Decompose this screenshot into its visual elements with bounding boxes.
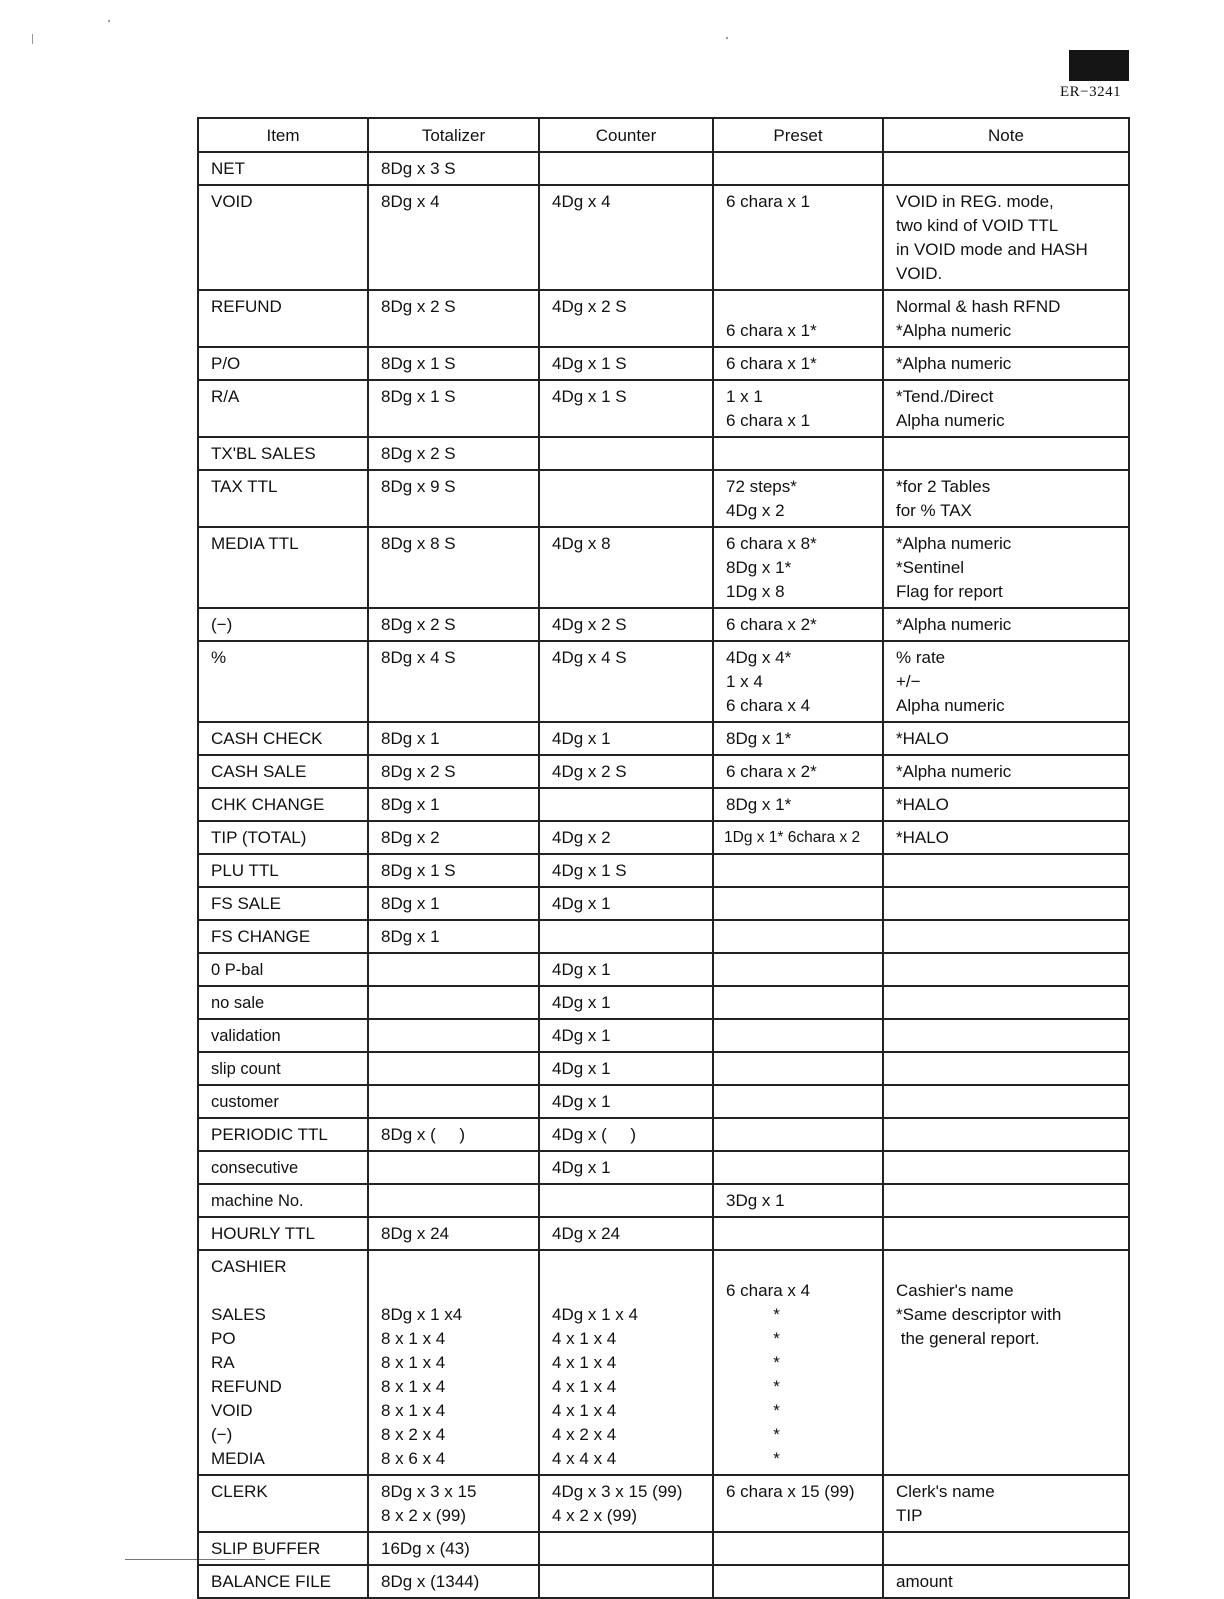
cell-note xyxy=(883,854,1129,887)
cell-preset: 6 chara x 2* xyxy=(713,608,883,641)
cell-counter: 4Dg x 1 xyxy=(539,1052,713,1085)
cell-totalizer: 8Dg x 2 S xyxy=(368,437,539,470)
cell-counter: 4Dg x 1 xyxy=(539,953,713,986)
cell-counter: 4Dg x 2 S xyxy=(539,290,713,347)
cell-counter xyxy=(539,437,713,470)
cell-totalizer: 8Dg x 24 xyxy=(368,1217,539,1250)
cell-totalizer: 16Dg x (43) xyxy=(368,1532,539,1565)
cell-totalizer: 8Dg x 1 x4 8 x 1 x 4 8 x 1 x 4 8 x 1 x 4 8 x 1 x 4 8 x 2 x 4 8 x 6 x 4 xyxy=(368,1250,539,1475)
cell-totalizer xyxy=(368,1052,539,1085)
table-row xyxy=(198,1151,1129,1184)
cell-item: FS SALE xyxy=(198,887,368,920)
cell-note: *for 2 Tables for % TAX xyxy=(883,470,1129,527)
cell-note xyxy=(883,1052,1129,1085)
table-row xyxy=(198,1250,1129,1475)
cell-counter: 4Dg x 1 xyxy=(539,1151,713,1184)
cell-preset: 6 chara x 15 (99) xyxy=(713,1475,883,1532)
document-code: ER−3241 xyxy=(1060,84,1122,100)
cell-note: *Alpha numeric *Sentinel Flag for report xyxy=(883,527,1129,608)
cell-preset xyxy=(713,1565,883,1598)
cell-note xyxy=(883,1151,1129,1184)
scan-speck xyxy=(726,37,728,39)
cell-totalizer: 8Dg x ( ) xyxy=(368,1118,539,1151)
table-row xyxy=(198,1532,1129,1565)
cell-item: HOURLY TTL xyxy=(198,1217,368,1250)
cell-counter xyxy=(539,1184,713,1217)
cell-totalizer: 8Dg x 2 S xyxy=(368,290,539,347)
cell-totalizer: 8Dg x 1 xyxy=(368,722,539,755)
cell-note xyxy=(883,1085,1129,1118)
column-header-totalizer: Totalizer xyxy=(368,118,539,152)
cell-preset: 1 x 1 6 chara x 1 xyxy=(713,380,883,437)
cell-counter xyxy=(539,1565,713,1598)
cell-totalizer: 8Dg x 2 xyxy=(368,821,539,854)
column-header-item: Item xyxy=(198,118,368,152)
table-row xyxy=(198,608,1129,641)
cell-item: VOID xyxy=(198,185,368,290)
cell-item: CASHIER SALES PO RA REFUND VOID (−) MEDIA xyxy=(198,1250,368,1475)
cell-item: CLERK xyxy=(198,1475,368,1532)
table-row xyxy=(198,821,1129,854)
cell-note: Clerk's name TIP xyxy=(883,1475,1129,1532)
cell-counter: 4Dg x 1 xyxy=(539,1085,713,1118)
cell-note: *Alpha numeric xyxy=(883,608,1129,641)
table-row xyxy=(198,347,1129,380)
table-row xyxy=(198,854,1129,887)
cell-item: BALANCE FILE xyxy=(198,1565,368,1598)
table-row xyxy=(198,953,1129,986)
cell-note xyxy=(883,920,1129,953)
corner-logo-block xyxy=(1069,50,1129,81)
cell-counter: 4Dg x 24 xyxy=(539,1217,713,1250)
cell-item: validation xyxy=(198,1019,368,1052)
cell-counter: 4Dg x ( ) xyxy=(539,1118,713,1151)
cell-item: CASH SALE xyxy=(198,755,368,788)
cell-totalizer: 8Dg x 1 xyxy=(368,887,539,920)
cell-totalizer: 8Dg x 8 S xyxy=(368,527,539,608)
cell-totalizer: 8Dg x 1 xyxy=(368,788,539,821)
table-row xyxy=(198,152,1129,185)
table-row xyxy=(198,887,1129,920)
cell-preset: 6 chara x 1* xyxy=(713,347,883,380)
cell-note xyxy=(883,437,1129,470)
cell-item: CHK CHANGE xyxy=(198,788,368,821)
cell-note: amount xyxy=(883,1565,1129,1598)
cell-counter: 4Dg x 8 xyxy=(539,527,713,608)
cell-item: machine No. xyxy=(198,1184,368,1217)
cell-counter: 4Dg x 1 x 4 4 x 1 x 4 4 x 1 x 4 4 x 1 x 4 4 x 1 x 4 4 x 2 x 4 4 x 4 x 4 xyxy=(539,1250,713,1475)
cell-totalizer: 8Dg x 3 S xyxy=(368,152,539,185)
cell-note xyxy=(883,1532,1129,1565)
memory-spec-table xyxy=(197,117,1130,1599)
table-row xyxy=(198,788,1129,821)
cell-item: NET xyxy=(198,152,368,185)
cell-counter: 4Dg x 4 S xyxy=(539,641,713,722)
cell-preset xyxy=(713,1118,883,1151)
cell-preset xyxy=(713,920,883,953)
cell-preset: 8Dg x 1* xyxy=(713,722,883,755)
cell-counter: 4Dg x 2 S xyxy=(539,755,713,788)
table-row xyxy=(198,722,1129,755)
cell-totalizer: 8Dg x 1 S xyxy=(368,854,539,887)
cell-item: SLIP BUFFER xyxy=(198,1532,368,1565)
cell-totalizer: 8Dg x 2 S xyxy=(368,755,539,788)
cell-preset xyxy=(713,437,883,470)
table-row xyxy=(198,986,1129,1019)
cell-totalizer xyxy=(368,1085,539,1118)
table-row xyxy=(198,1052,1129,1085)
table-row xyxy=(198,185,1129,290)
cell-note: *Tend./Direct Alpha numeric xyxy=(883,380,1129,437)
cell-counter: 4Dg x 1 xyxy=(539,1019,713,1052)
cell-item: R/A xyxy=(198,380,368,437)
cell-note xyxy=(883,1184,1129,1217)
cell-preset: 4Dg x 4* 1 x 4 6 chara x 4 xyxy=(713,641,883,722)
cell-counter: 4Dg x 1 xyxy=(539,986,713,1019)
cell-preset xyxy=(713,1151,883,1184)
cell-item: consecutive xyxy=(198,1151,368,1184)
table-row xyxy=(198,1085,1129,1118)
cell-totalizer: 8Dg x 1 xyxy=(368,920,539,953)
cell-item: 0 P-bal xyxy=(198,953,368,986)
cell-counter: 4Dg x 1 xyxy=(539,722,713,755)
column-header-note: Note xyxy=(883,118,1129,152)
cell-preset: 6 chara x 4 * * * * * * * xyxy=(713,1250,883,1475)
cell-note: Normal & hash RFND *Alpha numeric xyxy=(883,290,1129,347)
cell-preset xyxy=(713,1052,883,1085)
cell-counter: 4Dg x 3 x 15 (99) 4 x 2 x (99) xyxy=(539,1475,713,1532)
cell-preset: 72 steps* 4Dg x 2 xyxy=(713,470,883,527)
table-row xyxy=(198,437,1129,470)
cell-preset: 6 chara x 2* xyxy=(713,755,883,788)
cell-note xyxy=(883,1118,1129,1151)
scan-speck xyxy=(32,34,33,44)
cell-note: % rate +/− Alpha numeric xyxy=(883,641,1129,722)
cell-item: PLU TTL xyxy=(198,854,368,887)
cell-preset xyxy=(713,1217,883,1250)
cell-counter: 4Dg x 1 xyxy=(539,887,713,920)
table-row xyxy=(198,1565,1129,1598)
cell-counter xyxy=(539,1532,713,1565)
cell-item: P/O xyxy=(198,347,368,380)
cell-counter: 4Dg x 1 S xyxy=(539,380,713,437)
table-row xyxy=(198,1475,1129,1532)
cell-totalizer: 8Dg x 1 S xyxy=(368,347,539,380)
cell-totalizer: 8Dg x 2 S xyxy=(368,608,539,641)
cell-totalizer xyxy=(368,986,539,1019)
table-row xyxy=(198,380,1129,437)
cell-totalizer: 8Dg x 4 xyxy=(368,185,539,290)
table-row xyxy=(198,1118,1129,1151)
cell-preset: 6 chara x 8* 8Dg x 1* 1Dg x 8 xyxy=(713,527,883,608)
column-header-preset: Preset xyxy=(713,118,883,152)
cell-item: TX'BL SALES xyxy=(198,437,368,470)
cell-note: *Alpha numeric xyxy=(883,347,1129,380)
cell-preset xyxy=(713,887,883,920)
cell-preset xyxy=(713,1019,883,1052)
cell-note xyxy=(883,953,1129,986)
cell-counter xyxy=(539,152,713,185)
cell-counter: 4Dg x 2 xyxy=(539,821,713,854)
cell-note xyxy=(883,152,1129,185)
cell-note: *HALO xyxy=(883,821,1129,854)
cell-totalizer: 8Dg x 3 x 15 8 x 2 x (99) xyxy=(368,1475,539,1532)
cell-note xyxy=(883,1217,1129,1250)
cell-note xyxy=(883,1019,1129,1052)
cell-note: *Alpha numeric xyxy=(883,755,1129,788)
cell-note: *HALO xyxy=(883,722,1129,755)
cell-counter xyxy=(539,470,713,527)
cell-counter xyxy=(539,788,713,821)
table-row xyxy=(198,641,1129,722)
cell-item: TAX TTL xyxy=(198,470,368,527)
cell-preset xyxy=(713,854,883,887)
cell-totalizer: 8Dg x 1 S xyxy=(368,380,539,437)
cell-item: REFUND xyxy=(198,290,368,347)
cell-item: MEDIA TTL xyxy=(198,527,368,608)
cell-counter xyxy=(539,920,713,953)
cell-item: TIP (TOTAL) xyxy=(198,821,368,854)
cell-preset: 1Dg x 1* 6chara x 2 xyxy=(713,821,883,854)
cell-item: % xyxy=(198,641,368,722)
table-row xyxy=(198,755,1129,788)
cell-item: no sale xyxy=(198,986,368,1019)
table-row xyxy=(198,470,1129,527)
cell-item: PERIODIC TTL xyxy=(198,1118,368,1151)
cell-counter: 4Dg x 1 S xyxy=(539,854,713,887)
cell-totalizer xyxy=(368,1151,539,1184)
cell-note: Cashier's name *Same descriptor with the general report. xyxy=(883,1250,1129,1475)
table-row xyxy=(198,1184,1129,1217)
cell-preset: 8Dg x 1* xyxy=(713,788,883,821)
cell-preset: 6 chara x 1 xyxy=(713,185,883,290)
table-row xyxy=(198,1019,1129,1052)
cell-preset xyxy=(713,953,883,986)
cell-totalizer xyxy=(368,1184,539,1217)
cell-item: CASH CHECK xyxy=(198,722,368,755)
cell-counter: 4Dg x 4 xyxy=(539,185,713,290)
cell-item: slip count xyxy=(198,1052,368,1085)
cell-note xyxy=(883,986,1129,1019)
cell-totalizer: 8Dg x (1344) xyxy=(368,1565,539,1598)
cell-totalizer: 8Dg x 4 S xyxy=(368,641,539,722)
cell-item: FS CHANGE xyxy=(198,920,368,953)
cell-preset xyxy=(713,1532,883,1565)
cell-totalizer: 8Dg x 9 S xyxy=(368,470,539,527)
cell-preset: 3Dg x 1 xyxy=(713,1184,883,1217)
cell-preset xyxy=(713,986,883,1019)
table-row xyxy=(198,1217,1129,1250)
table-body xyxy=(198,152,1129,1598)
cell-preset xyxy=(713,1085,883,1118)
scan-speck xyxy=(108,20,110,22)
cell-item: (−) xyxy=(198,608,368,641)
cell-counter: 4Dg x 2 S xyxy=(539,608,713,641)
table-row xyxy=(198,290,1129,347)
table-row xyxy=(198,527,1129,608)
cell-counter: 4Dg x 1 S xyxy=(539,347,713,380)
cell-note: VOID in REG. mode, two kind of VOID TTL in VOID mode and HASH VOID. xyxy=(883,185,1129,290)
cell-preset xyxy=(713,152,883,185)
cell-preset: 6 chara x 1* xyxy=(713,290,883,347)
cell-note xyxy=(883,887,1129,920)
column-header-counter: Counter xyxy=(539,118,713,152)
cell-totalizer xyxy=(368,1019,539,1052)
table-row xyxy=(198,920,1129,953)
cell-note: *HALO xyxy=(883,788,1129,821)
table-header-row xyxy=(198,118,1129,152)
cell-totalizer xyxy=(368,953,539,986)
cell-item: customer xyxy=(198,1085,368,1118)
